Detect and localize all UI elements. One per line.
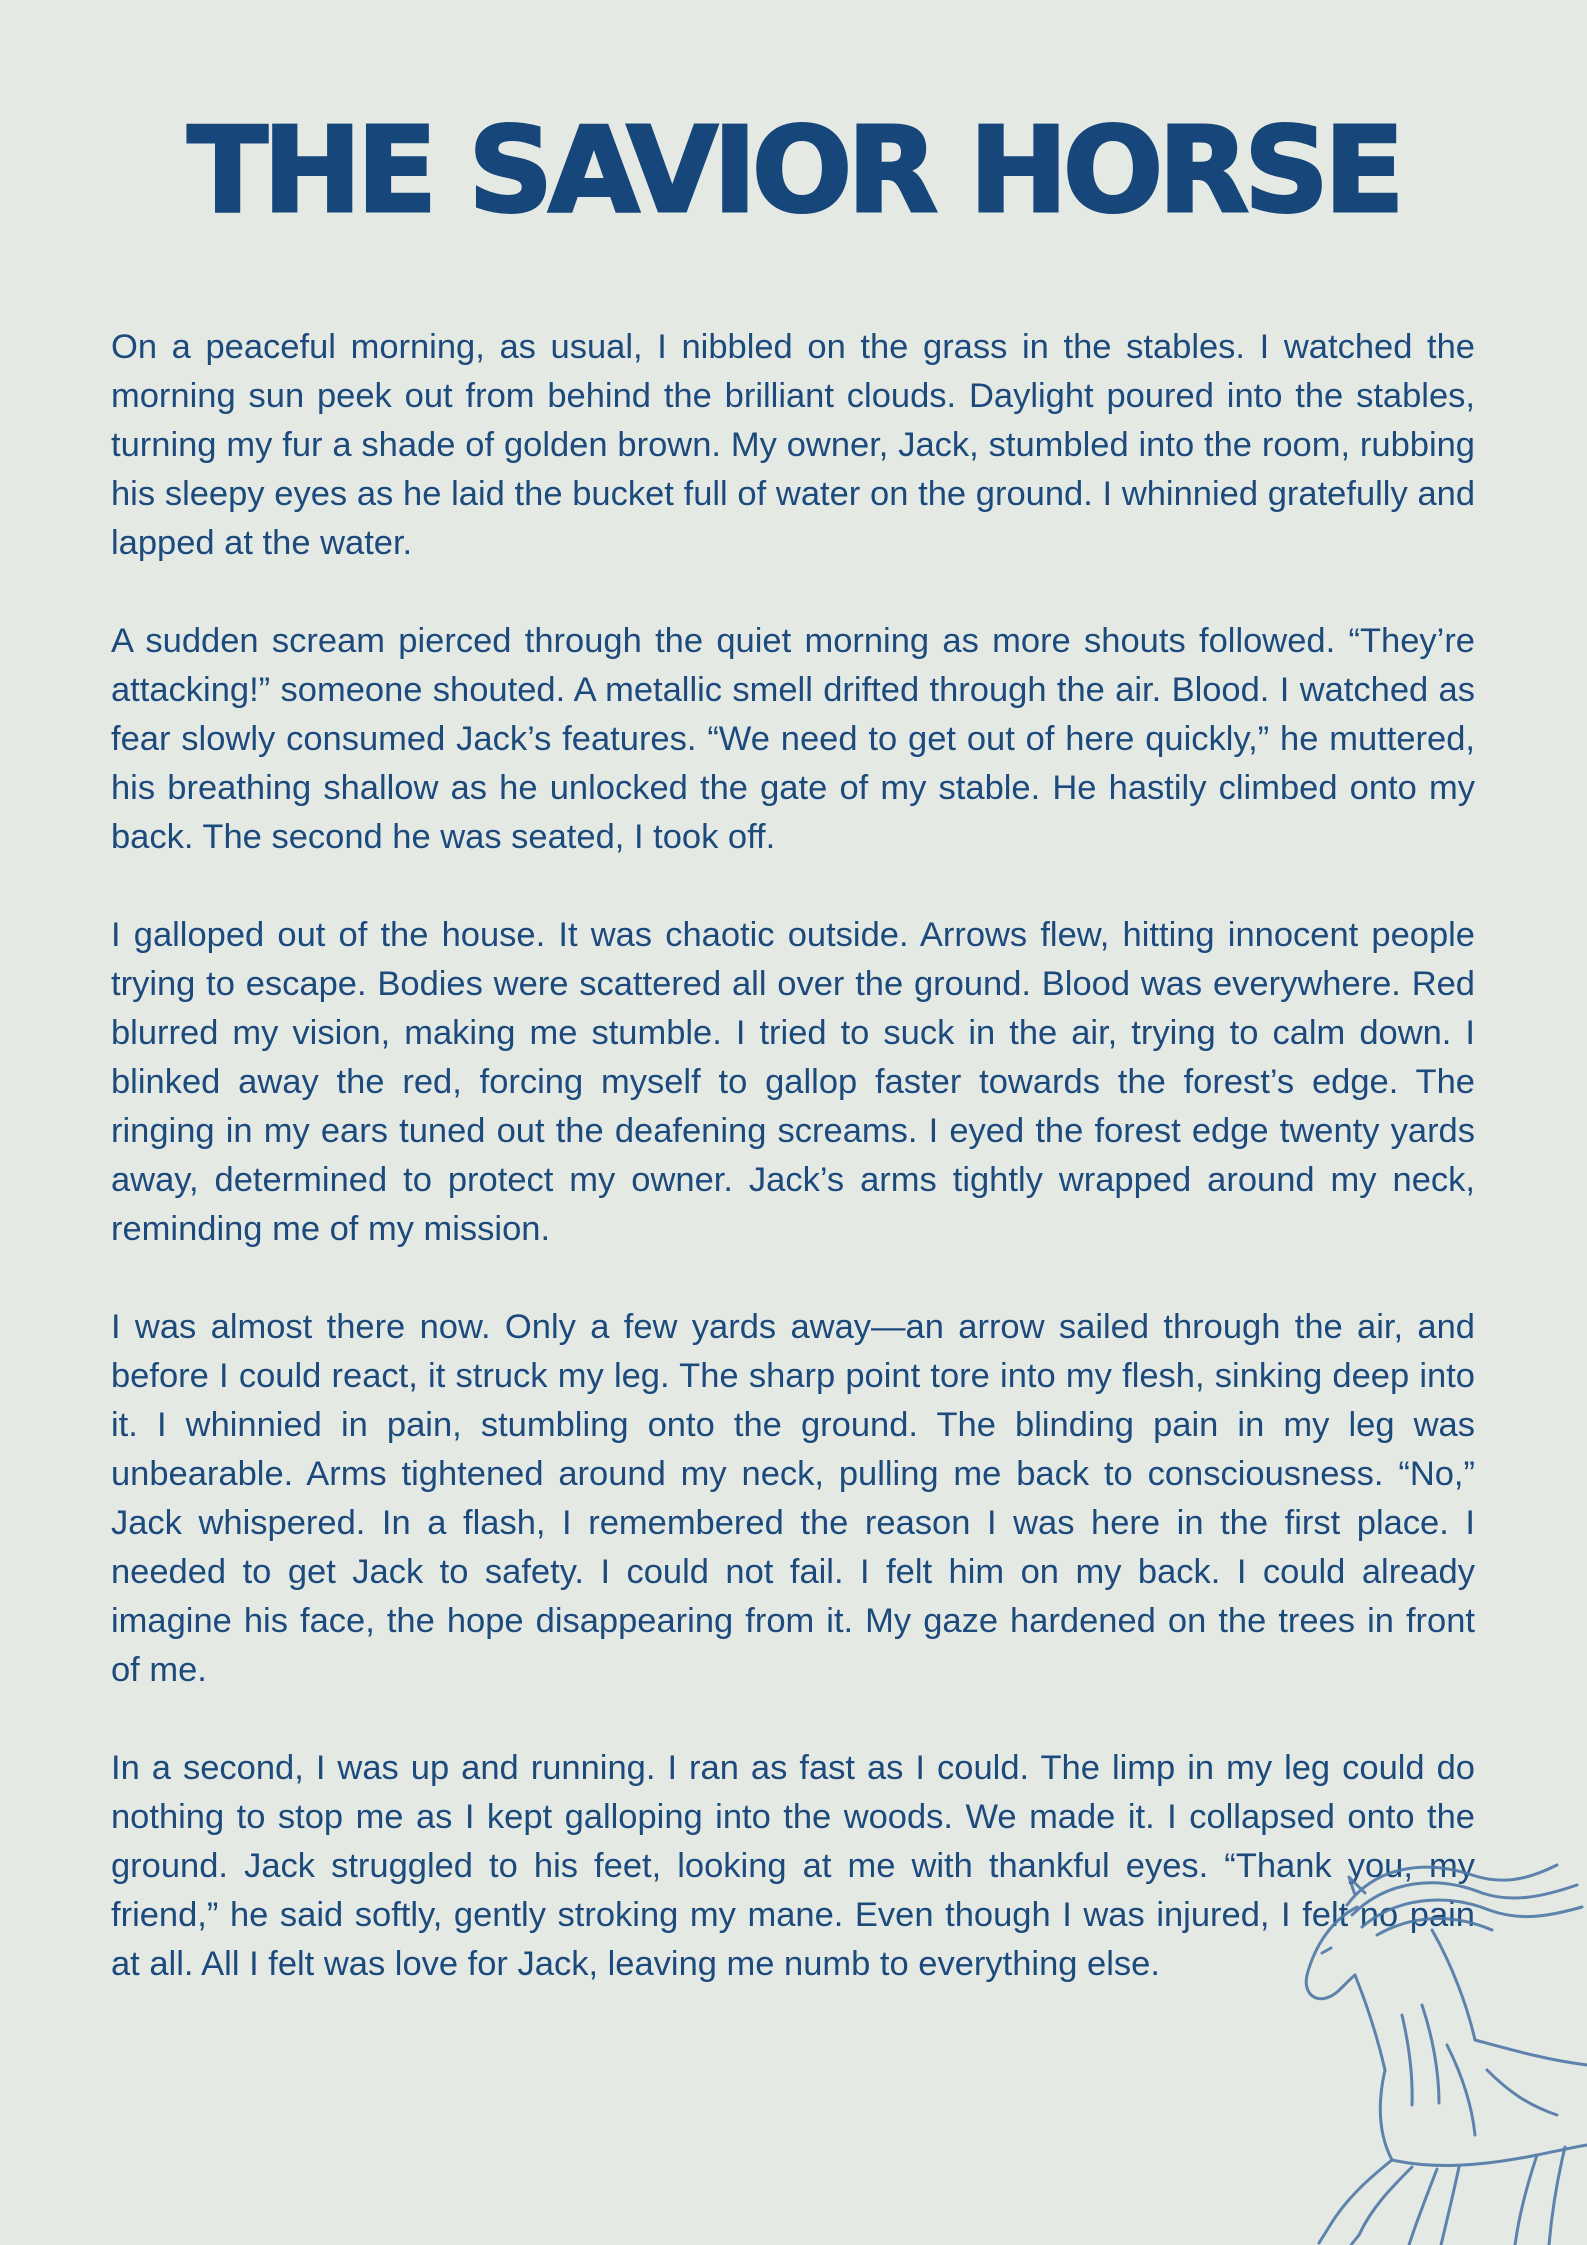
story-paragraph: I was almost there now. Only a few yards away—an arrow sailed through the air, and before I could react, it struck my leg. The sharp point tore into my flesh, sinking deep into it. I whinnied in pain, stumbling onto the ground. The blinding pain in my leg was unbearable. Arms tightened around my neck, pulling me back to consciousness. “No,” Jack whispered. In a flash, I remembered the reason I was here in the first place. I needed to get Jack to safety. I could not fail. I felt him on my back. I could already imagine his face, the hope disappearing from it. My gaze hardened on the trees in front of me. <box>111 1308 1475 1689</box>
story-paragraph: In a second, I was up and running. I ran as fast as I could. The limp in my leg could do nothing to stop me as I kept galloping into the woods. We made it. I collapsed onto the ground. Jack struggled to his feet, looking at me with thankful eyes. “Thank you, my friend,” he said softly, gently stroking my mane. Even though I was injured, I felt no pain at all. All I felt was love for Jack, leaving me numb to everything else. <box>111 1749 1475 1983</box>
page-title: THE SAVIOR HORSE <box>187 101 1400 239</box>
galloping-horse-illustration <box>1227 1835 1587 2245</box>
story-paragraph: On a peaceful morning, as usual, I nibbled on the grass in the stables. I watched the morning sun peek out from behind the brilliant clouds. Daylight poured into the stables, turning my fur a shade of golden brown. My owner, Jack, stumbled into the room, rubbing his sleepy eyes as he laid the bucket full of water on the ground. I whinnied gratefully and lapped at the water. <box>111 328 1475 562</box>
story-paragraph: A sudden scream pierced through the quiet morning as more shouts followed. “They’re attacking!” someone shouted. A metallic smell drifted through the air. Blood. I watched as fear slowly consumed Jack’s features. “We need to get out of here quickly,” he muttered, his breathing shallow as he unlocked the gate of my stable. He hastily climbed onto my back. The second he was seated, I took off. <box>111 622 1475 856</box>
story-paragraph: I galloped out of the house. It was chaotic outside. Arrows flew, hitting innocent people trying to escape. Bodies were scattered all over the ground. Blood was everywhere. Red blurred my vision, making me stumble. I tried to suck in the air, trying to calm down. I blinked away the red, forcing myself to gallop faster towards the forest’s edge. The ringing in my ears tuned out the deafening screams. I eyed the forest edge twenty yards away, determined to protect my owner. Jack’s arms tightly wrapped around my neck, reminding me of my mission. <box>111 916 1475 1248</box>
story-body <box>111 323 1475 2038</box>
